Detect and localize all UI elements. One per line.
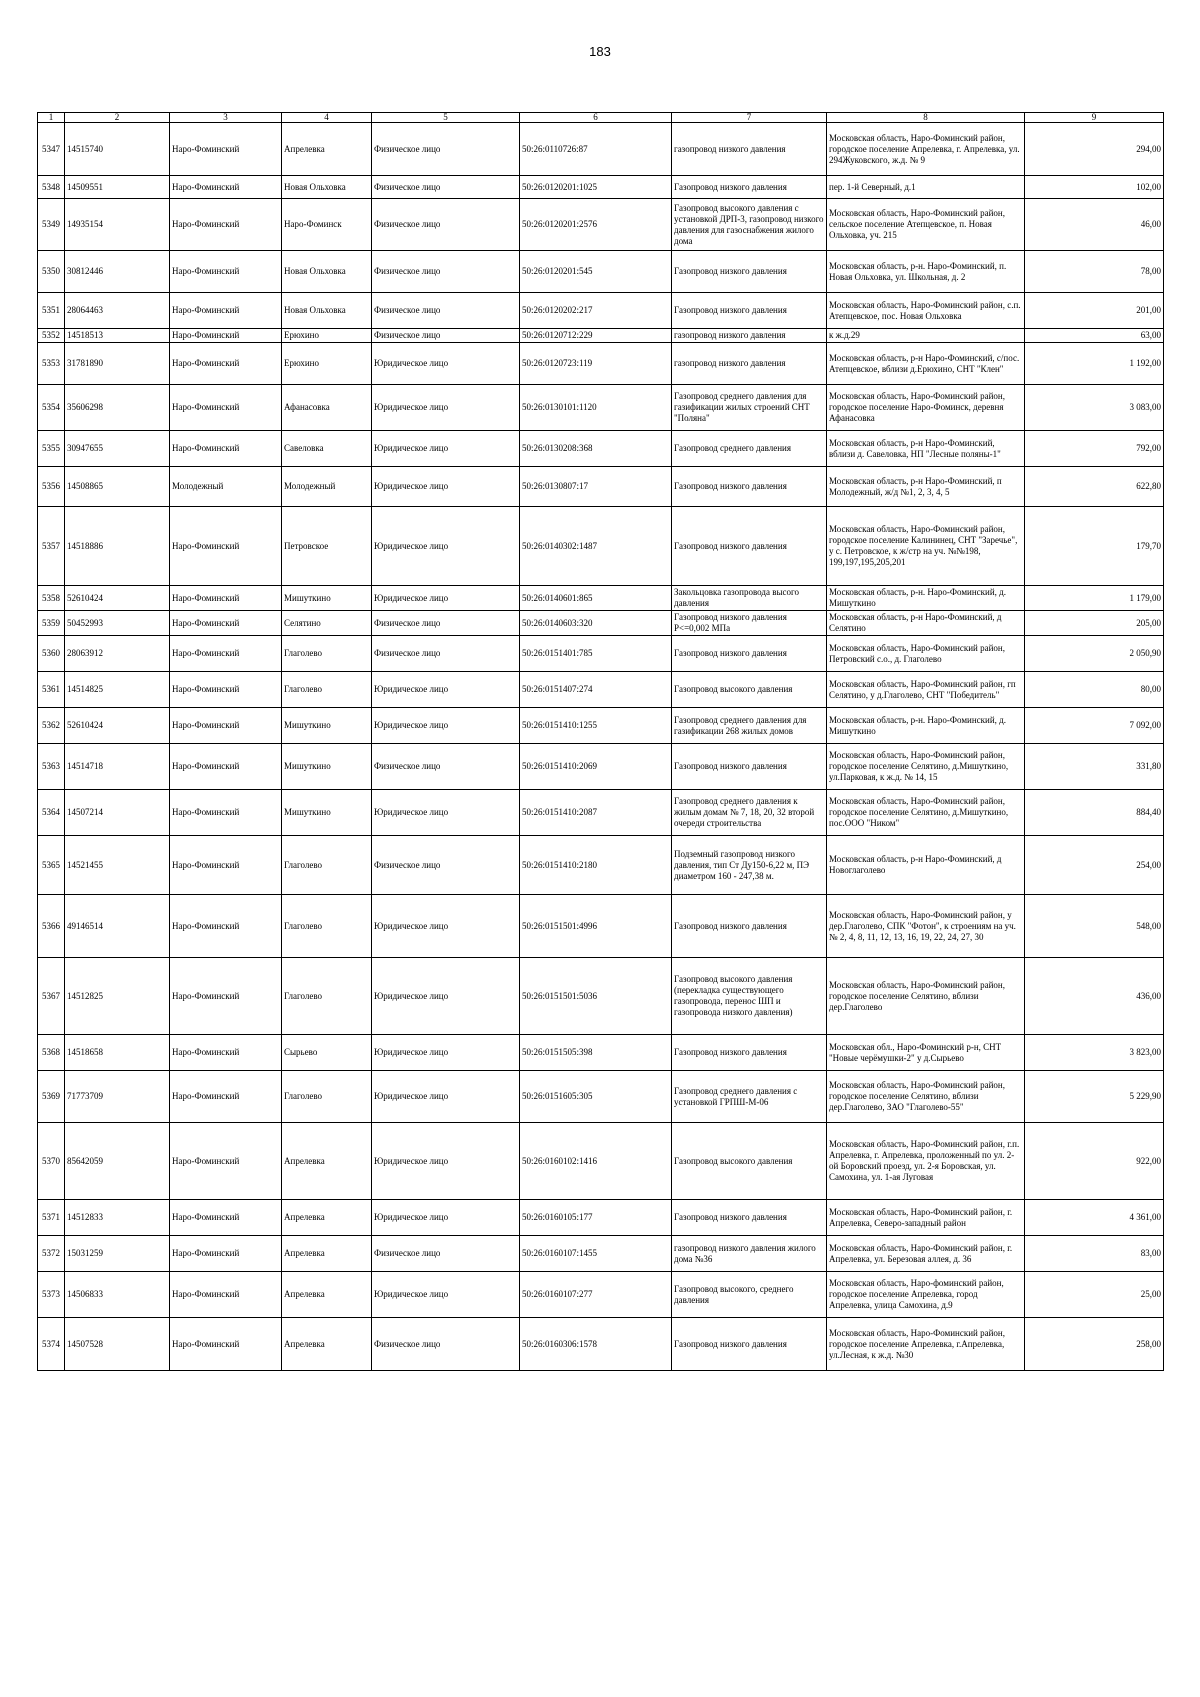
address-cell: Московская область, Наро-Фоминский район, Петровский с.о., д. Глаголево [827, 636, 1025, 672]
address-cell: Московская область, р-н Наро-Фоминский, с/пос. Атепцевское, вблизи д.Ерюхино, СНТ "Клен" [827, 343, 1025, 385]
district-cell: Наро-Фоминский [170, 329, 282, 343]
object-name-cell: Газопровод низкого давления [672, 1035, 827, 1071]
object-name-cell: Подземный газопровод низкого давления, тип Ст Ду150-6,22 м, ПЭ диаметром 160 - 247,38 м. [672, 836, 827, 895]
table-row [38, 1071, 1164, 1123]
locality-cell: Глаголево [282, 636, 372, 672]
locality-cell: Ерюхино [282, 343, 372, 385]
code-cell: 14518886 [65, 507, 170, 586]
cadastral-number-cell: 50:26:0130807:17 [520, 467, 672, 507]
district-cell: Наро-Фоминский [170, 431, 282, 467]
owner-type-cell: Физическое лицо [372, 1318, 520, 1371]
address-cell: Московская обл., Наро-Фоминский р-н, СНТ "Новые черёмушки-2" у д.Сырьево [827, 1035, 1025, 1071]
row-number-cell: 5347 [38, 123, 65, 176]
district-cell: Наро-Фоминский [170, 343, 282, 385]
page-number: 183 [589, 44, 611, 59]
table-row [38, 176, 1164, 199]
table-row [38, 123, 1164, 176]
row-number-cell: 5363 [38, 744, 65, 790]
row-number-cell: 5360 [38, 636, 65, 672]
row-number-cell: 5354 [38, 385, 65, 431]
row-number-cell: 5356 [38, 467, 65, 507]
column-header: 2 [65, 113, 170, 123]
table-row [38, 293, 1164, 329]
district-cell: Наро-Фоминский [170, 1200, 282, 1236]
code-cell: 14514718 [65, 744, 170, 790]
code-cell: 14515740 [65, 123, 170, 176]
row-number-cell: 5355 [38, 431, 65, 467]
district-cell: Наро-Фоминский [170, 895, 282, 958]
district-cell: Наро-Фоминский [170, 744, 282, 790]
owner-type-cell: Физическое лицо [372, 836, 520, 895]
owner-type-cell: Юридическое лицо [372, 708, 520, 744]
length-cell: 792,00 [1025, 431, 1164, 467]
address-cell: Московская область, р-н Наро-Фоминский, п Молодежный, ж/д №1, 2, 3, 4, 5 [827, 467, 1025, 507]
address-cell: Московская область, р-н Наро-Фоминский, д Селятино [827, 611, 1025, 636]
length-cell: 201,00 [1025, 293, 1164, 329]
address-cell: Московская область, Наро-Фоминский район, городское поселение Селятино, д.Мишуткино, пос.ООО "Ником" [827, 790, 1025, 836]
locality-cell: Мишуткино [282, 586, 372, 611]
length-cell: 2 050,90 [1025, 636, 1164, 672]
locality-cell: Глаголево [282, 895, 372, 958]
address-cell: Московская область, Наро-Фоминский район, у дер.Глаголево, СПК "Фотон", к строениям на уч. № 2, 4, 8, 11, 12, 13, 16, 19, 22, 24, 27, 30 [827, 895, 1025, 958]
table-row [38, 836, 1164, 895]
length-cell: 436,00 [1025, 958, 1164, 1035]
owner-type-cell: Физическое лицо [372, 744, 520, 790]
owner-type-cell: Юридическое лицо [372, 1272, 520, 1318]
code-cell: 15031259 [65, 1236, 170, 1272]
owner-type-cell: Юридическое лицо [372, 790, 520, 836]
table-row [38, 431, 1164, 467]
length-cell: 884,40 [1025, 790, 1164, 836]
object-name-cell: Газопровод высокого давления [672, 672, 827, 708]
row-number-cell: 5374 [38, 1318, 65, 1371]
length-cell: 331,80 [1025, 744, 1164, 790]
district-cell: Молодежный [170, 467, 282, 507]
object-name-cell: Газопровод низкого давления [672, 1200, 827, 1236]
column-header: 3 [170, 113, 282, 123]
district-cell: Наро-Фоминский [170, 176, 282, 199]
length-cell: 548,00 [1025, 895, 1164, 958]
code-cell: 30812446 [65, 251, 170, 293]
owner-type-cell: Юридическое лицо [372, 467, 520, 507]
owner-type-cell: Юридическое лицо [372, 343, 520, 385]
table-row [38, 744, 1164, 790]
code-cell: 14512825 [65, 958, 170, 1035]
length-cell: 7 092,00 [1025, 708, 1164, 744]
code-cell: 14518658 [65, 1035, 170, 1071]
owner-type-cell: Юридическое лицо [372, 1071, 520, 1123]
cadastral-number-cell: 50:26:0151501:4996 [520, 895, 672, 958]
code-cell: 14521455 [65, 836, 170, 895]
district-cell: Наро-Фоминский [170, 1318, 282, 1371]
column-header: 5 [372, 113, 520, 123]
table-row [38, 1318, 1164, 1371]
district-cell: Наро-Фоминский [170, 1236, 282, 1272]
table-row [38, 611, 1164, 636]
length-cell: 63,00 [1025, 329, 1164, 343]
row-number-cell: 5358 [38, 586, 65, 611]
address-cell: Московская область, Наро-Фоминский район, городское поселение Наро-Фоминск, деревня Афанасовка [827, 385, 1025, 431]
cadastral-number-cell: 50:26:0151410:2180 [520, 836, 672, 895]
locality-cell: Афанасовка [282, 385, 372, 431]
address-cell: Московская область, Наро-фоминский район, городское поселение Апрелевка, город Апрелевка, улица Самохина, д.9 [827, 1272, 1025, 1318]
table-row [38, 958, 1164, 1035]
row-number-cell: 5368 [38, 1035, 65, 1071]
cadastral-number-cell: 50:26:0160107:1455 [520, 1236, 672, 1272]
length-cell: 254,00 [1025, 836, 1164, 895]
owner-type-cell: Юридическое лицо [372, 672, 520, 708]
cadastral-number-cell: 50:26:0140603:320 [520, 611, 672, 636]
object-name-cell: Газопровод высокого давления [672, 1123, 827, 1200]
length-cell: 1 179,00 [1025, 586, 1164, 611]
cadastral-number-cell: 50:26:0120201:2576 [520, 199, 672, 251]
district-cell: Наро-Фоминский [170, 385, 282, 431]
locality-cell: Апрелевка [282, 1318, 372, 1371]
length-cell: 83,00 [1025, 1236, 1164, 1272]
cadastral-number-cell: 50:26:0151505:398 [520, 1035, 672, 1071]
code-cell: 28063912 [65, 636, 170, 672]
length-cell: 3 823,00 [1025, 1035, 1164, 1071]
owner-type-cell: Физическое лицо [372, 199, 520, 251]
district-cell: Наро-Фоминский [170, 958, 282, 1035]
owner-type-cell: Юридическое лицо [372, 958, 520, 1035]
address-cell: Московская область, р-н. Наро-Фоминский, д. Мишуткино [827, 586, 1025, 611]
table-row [38, 1272, 1164, 1318]
locality-cell: Сырьево [282, 1035, 372, 1071]
address-cell: Московская область, р-н. Наро-Фоминский, п. Новая Ольховка, ул. Школьная, д. 2 [827, 251, 1025, 293]
code-cell: 14507528 [65, 1318, 170, 1371]
address-cell: Московская область, Наро-Фоминский район, городское поселение Селятино, вблизи дер.Глаголево [827, 958, 1025, 1035]
object-name-cell: газопровод низкого давления [672, 343, 827, 385]
locality-cell: Мишуткино [282, 744, 372, 790]
locality-cell: Апрелевка [282, 1123, 372, 1200]
object-name-cell: Газопровод низкого давления [672, 251, 827, 293]
owner-type-cell: Физическое лицо [372, 636, 520, 672]
code-cell: 52610424 [65, 586, 170, 611]
district-cell: Наро-Фоминский [170, 836, 282, 895]
length-cell: 4 361,00 [1025, 1200, 1164, 1236]
table-row [38, 329, 1164, 343]
code-cell: 14514825 [65, 672, 170, 708]
object-name-cell: Закольцовка газопровода высого давления [672, 586, 827, 611]
object-name-cell: Газопровод низкого давления [672, 744, 827, 790]
owner-type-cell: Физическое лицо [372, 251, 520, 293]
code-cell: 50452993 [65, 611, 170, 636]
cadastral-number-cell: 50:26:0130101:1120 [520, 385, 672, 431]
object-name-cell: Газопровод низкого давления [672, 636, 827, 672]
code-cell: 14509551 [65, 176, 170, 199]
owner-type-cell: Физическое лицо [372, 1236, 520, 1272]
length-cell: 78,00 [1025, 251, 1164, 293]
cadastral-number-cell: 50:26:0151407:274 [520, 672, 672, 708]
code-cell: 35606298 [65, 385, 170, 431]
object-name-cell: газопровод низкого давления [672, 329, 827, 343]
cadastral-number-cell: 50:26:0151410:2087 [520, 790, 672, 836]
column-header: 4 [282, 113, 372, 123]
cadastral-number-cell: 50:26:0151501:5036 [520, 958, 672, 1035]
owner-type-cell: Юридическое лицо [372, 895, 520, 958]
table-row [38, 1200, 1164, 1236]
length-cell: 258,00 [1025, 1318, 1164, 1371]
locality-cell: Мишуткино [282, 708, 372, 744]
code-cell: 71773709 [65, 1071, 170, 1123]
address-cell: Московская область, Наро-Фоминский район, городское поселение Селятино, д.Мишуткино, ул.Парковая, к ж.д. № 14, 15 [827, 744, 1025, 790]
table-row [38, 790, 1164, 836]
table-row [38, 343, 1164, 385]
column-header: 8 [827, 113, 1025, 123]
district-cell: Наро-Фоминский [170, 251, 282, 293]
object-name-cell: Газопровод среднего давления [672, 431, 827, 467]
cadastral-number-cell: 50:26:0120201:1025 [520, 176, 672, 199]
object-name-cell: Газопровод низкого давления [672, 467, 827, 507]
cadastral-number-cell: 50:26:0160105:177 [520, 1200, 672, 1236]
address-cell: Московская область, Наро-Фоминский район, г.п. Апрелевка, г. Апрелевка, проложенный по ул. 2-ой Боровский проезд, ул. 2-я Боровская, ул. Самохина, ул. 1-ая Луговая [827, 1123, 1025, 1200]
cadastral-number-cell: 50:26:0120712:229 [520, 329, 672, 343]
cadastral-number-cell: 50:26:0140302:1487 [520, 507, 672, 586]
object-name-cell: Газопровод низкого давления [672, 1318, 827, 1371]
cadastral-number-cell: 50:26:0140601:865 [520, 586, 672, 611]
object-name-cell: Газопровод среднего давления для газификации жилых строений СНТ "Поляна" [672, 385, 827, 431]
locality-cell: Апрелевка [282, 1200, 372, 1236]
cadastral-number-cell: 50:26:0120201:545 [520, 251, 672, 293]
locality-cell: Савеловка [282, 431, 372, 467]
cadastral-number-cell: 50:26:0160102:1416 [520, 1123, 672, 1200]
cadastral-number-cell: 50:26:0151605:305 [520, 1071, 672, 1123]
district-cell: Наро-Фоминский [170, 199, 282, 251]
locality-cell: Апрелевка [282, 1272, 372, 1318]
row-number-cell: 5366 [38, 895, 65, 958]
owner-type-cell: Юридическое лицо [372, 507, 520, 586]
locality-cell: Глаголево [282, 1071, 372, 1123]
object-name-cell: Газопровод высокого давления с установкой ДРП-3, газопровод низкого давления для газоснабжения жилого дома [672, 199, 827, 251]
locality-cell: Глаголево [282, 958, 372, 1035]
row-number-cell: 5362 [38, 708, 65, 744]
table-row [38, 895, 1164, 958]
owner-type-cell: Юридическое лицо [372, 1123, 520, 1200]
row-number-cell: 5367 [38, 958, 65, 1035]
owner-type-cell: Юридическое лицо [372, 431, 520, 467]
code-cell: 14518513 [65, 329, 170, 343]
row-number-cell: 5365 [38, 836, 65, 895]
locality-cell: Глаголево [282, 836, 372, 895]
address-cell: Московская область, Наро-Фоминский район, городское поселение Апрелевка, г. Апрелевка, ул. 294Жуковского, ж.д. № 9 [827, 123, 1025, 176]
code-cell: 28064463 [65, 293, 170, 329]
cadastral-number-cell: 50:26:0120202:217 [520, 293, 672, 329]
cadastral-number-cell: 50:26:0120723:119 [520, 343, 672, 385]
code-cell: 52610424 [65, 708, 170, 744]
object-name-cell: Газопровод среднего давления для газификации 268 жилых домов [672, 708, 827, 744]
address-cell: пер. 1-й Северный, д.1 [827, 176, 1025, 199]
address-cell: Московская область, р-н Наро-Фоминский, д Новоглаголево [827, 836, 1025, 895]
owner-type-cell: Физическое лицо [372, 176, 520, 199]
table-row [38, 467, 1164, 507]
row-number-cell: 5352 [38, 329, 65, 343]
cadastral-number-cell: 50:26:0130208:368 [520, 431, 672, 467]
cadastral-number-cell: 50:26:0160107:277 [520, 1272, 672, 1318]
table-row [38, 586, 1164, 611]
owner-type-cell: Юридическое лицо [372, 1035, 520, 1071]
row-number-cell: 5353 [38, 343, 65, 385]
length-cell: 294,00 [1025, 123, 1164, 176]
address-cell: к ж.д.29 [827, 329, 1025, 343]
district-cell: Наро-Фоминский [170, 790, 282, 836]
locality-cell: Наро-Фоминск [282, 199, 372, 251]
district-cell: Наро-Фоминский [170, 1035, 282, 1071]
object-name-cell: Газопровод среднего давления с установкой ГРПШ-М-06 [672, 1071, 827, 1123]
table-row [38, 1123, 1164, 1200]
district-cell: Наро-Фоминский [170, 586, 282, 611]
locality-cell: Новая Ольховка [282, 176, 372, 199]
cadastral-number-cell: 50:26:0160306:1578 [520, 1318, 672, 1371]
owner-type-cell: Физическое лицо [372, 611, 520, 636]
cadastral-number-cell: 50:26:0151401:785 [520, 636, 672, 672]
owner-type-cell: Физическое лицо [372, 293, 520, 329]
district-cell: Наро-Фоминский [170, 123, 282, 176]
district-cell: Наро-Фоминский [170, 507, 282, 586]
length-cell: 80,00 [1025, 672, 1164, 708]
length-cell: 5 229,90 [1025, 1071, 1164, 1123]
cadastral-number-cell: 50:26:0110726:87 [520, 123, 672, 176]
length-cell: 622,80 [1025, 467, 1164, 507]
locality-cell: Глаголево [282, 672, 372, 708]
row-number-cell: 5371 [38, 1200, 65, 1236]
object-name-cell: Газопровод высокого, среднего давления [672, 1272, 827, 1318]
row-number-cell: 5373 [38, 1272, 65, 1318]
object-name-cell: Газопровод низкого давления [672, 176, 827, 199]
locality-cell: Новая Ольховка [282, 251, 372, 293]
locality-cell: Ерюхино [282, 329, 372, 343]
district-cell: Наро-Фоминский [170, 293, 282, 329]
object-name-cell: Газопровод среднего давления к жилым домам № 7, 18, 20, 32 второй очереди строительства [672, 790, 827, 836]
owner-type-cell: Юридическое лицо [372, 1200, 520, 1236]
address-cell: Московская область, Наро-Фоминский район, городское поселение Калининец, СНТ "Заречье", у с. Петровское, к ж/стр на уч. №№198, 199,197,195,205,201 [827, 507, 1025, 586]
row-number-cell: 5372 [38, 1236, 65, 1272]
owner-type-cell: Юридическое лицо [372, 385, 520, 431]
object-name-cell: газопровод низкого давления жилого дома №36 [672, 1236, 827, 1272]
table-row [38, 636, 1164, 672]
district-cell: Наро-Фоминский [170, 672, 282, 708]
locality-cell: Мишуткино [282, 790, 372, 836]
code-cell: 14506833 [65, 1272, 170, 1318]
length-cell: 25,00 [1025, 1272, 1164, 1318]
district-cell: Наро-Фоминский [170, 1272, 282, 1318]
locality-cell: Селятино [282, 611, 372, 636]
code-cell: 49146514 [65, 895, 170, 958]
district-cell: Наро-Фоминский [170, 708, 282, 744]
district-cell: Наро-Фоминский [170, 611, 282, 636]
owner-type-cell: Физическое лицо [372, 123, 520, 176]
locality-cell: Петровское [282, 507, 372, 586]
row-number-cell: 5369 [38, 1071, 65, 1123]
object-name-cell: Газопровод низкого давления [672, 293, 827, 329]
gas-pipeline-registry-table [37, 112, 1164, 1371]
district-cell: Наро-Фоминский [170, 636, 282, 672]
table-row [38, 507, 1164, 586]
code-cell: 31781890 [65, 343, 170, 385]
table-row [38, 672, 1164, 708]
address-cell: Московская область, Наро-Фоминский район, г. Апрелевка, Северо-западный район [827, 1200, 1025, 1236]
table-row [38, 1035, 1164, 1071]
code-cell: 30947655 [65, 431, 170, 467]
district-cell: Наро-Фоминский [170, 1123, 282, 1200]
locality-cell: Молодежный [282, 467, 372, 507]
row-number-cell: 5348 [38, 176, 65, 199]
address-cell: Московская область, Наро-Фоминский район, с.п. Атепцевское, пос. Новая Ольховка [827, 293, 1025, 329]
column-header: 1 [38, 113, 65, 123]
address-cell: Московская область, Наро-Фоминский район, г. Апрелевка, ул. Березовая аллея, д. 36 [827, 1236, 1025, 1272]
address-cell: Московская область, Наро-Фоминский район, сельское поселение Атепцевское, п. Новая Ольховка, уч. 215 [827, 199, 1025, 251]
row-number-cell: 5370 [38, 1123, 65, 1200]
object-name-cell: Газопровод высокого давления (перекладка существующего газопровода, перенос ШП и газопровода низкого давления) [672, 958, 827, 1035]
row-number-cell: 5359 [38, 611, 65, 636]
address-cell: Московская область, Наро-Фоминский район, гп Селятино, у д.Глаголево, СНТ "Победитель" [827, 672, 1025, 708]
row-number-cell: 5351 [38, 293, 65, 329]
length-cell: 46,00 [1025, 199, 1164, 251]
row-number-cell: 5364 [38, 790, 65, 836]
address-cell: Московская область, Наро-Фоминский район, городское поселение Апрелевка, г.Апрелевка, ул.Лесная, к ж.д. №30 [827, 1318, 1025, 1371]
length-cell: 922,00 [1025, 1123, 1164, 1200]
table-row [38, 1236, 1164, 1272]
code-cell: 14508865 [65, 467, 170, 507]
length-cell: 102,00 [1025, 176, 1164, 199]
code-cell: 14512833 [65, 1200, 170, 1236]
object-name-cell: Газопровод низкого давления [672, 895, 827, 958]
owner-type-cell: Физическое лицо [372, 329, 520, 343]
address-cell: Московская область, р-н. Наро-Фоминский, д. Мишуткино [827, 708, 1025, 744]
table-row [38, 199, 1164, 251]
locality-cell: Апрелевка [282, 123, 372, 176]
locality-cell: Новая Ольховка [282, 293, 372, 329]
code-cell: 14935154 [65, 199, 170, 251]
cadastral-number-cell: 50:26:0151410:1255 [520, 708, 672, 744]
column-number-header-row [38, 113, 1164, 123]
object-name-cell: Газопровод низкого давления [672, 507, 827, 586]
column-header: 7 [672, 113, 827, 123]
table-row [38, 251, 1164, 293]
address-cell: Московская область, Наро-Фоминский район, городское поселение Селятино, вблизи дер.Глаголево, ЗАО "Глаголево-55" [827, 1071, 1025, 1123]
row-number-cell: 5349 [38, 199, 65, 251]
code-cell: 14507214 [65, 790, 170, 836]
length-cell: 3 083,00 [1025, 385, 1164, 431]
code-cell: 85642059 [65, 1123, 170, 1200]
owner-type-cell: Юридическое лицо [372, 586, 520, 611]
length-cell: 179,70 [1025, 507, 1164, 586]
length-cell: 1 192,00 [1025, 343, 1164, 385]
address-cell: Московская область, р-н Наро-Фоминский, вблизи д. Савеловка, НП "Лесные поляны-1" [827, 431, 1025, 467]
cadastral-number-cell: 50:26:0151410:2069 [520, 744, 672, 790]
row-number-cell: 5350 [38, 251, 65, 293]
locality-cell: Апрелевка [282, 1236, 372, 1272]
object-name-cell: газопровод низкого давления [672, 123, 827, 176]
table-row [38, 385, 1164, 431]
row-number-cell: 5357 [38, 507, 65, 586]
object-name-cell: Газопровод низкого давления Р<=0,002 МПа [672, 611, 827, 636]
district-cell: Наро-Фоминский [170, 1071, 282, 1123]
length-cell: 205,00 [1025, 611, 1164, 636]
column-header: 6 [520, 113, 672, 123]
row-number-cell: 5361 [38, 672, 65, 708]
column-header: 9 [1025, 113, 1164, 123]
table-row [38, 708, 1164, 744]
